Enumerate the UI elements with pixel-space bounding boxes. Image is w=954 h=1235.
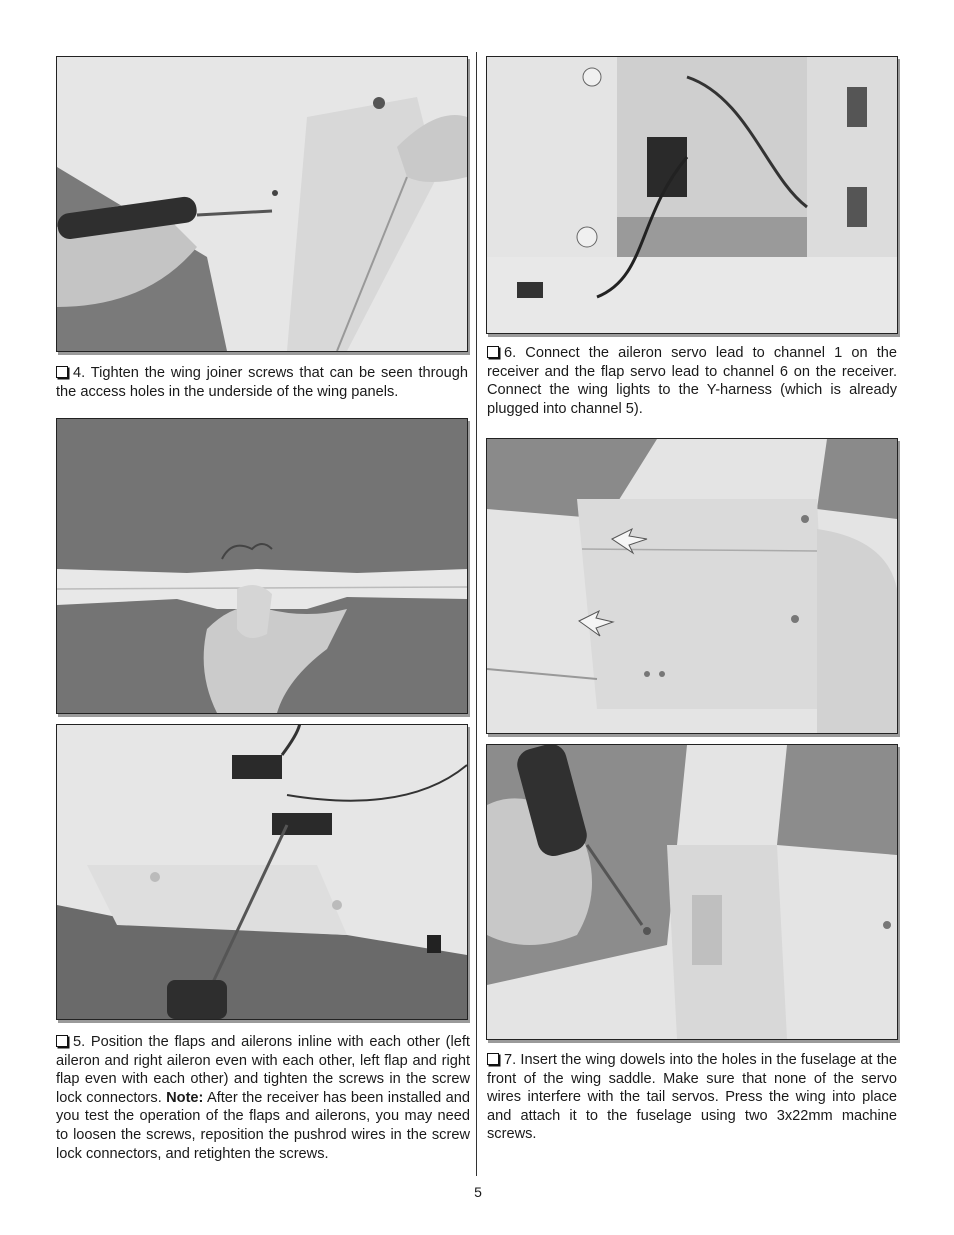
step-4-caption	[56, 364, 468, 401]
step-5-note-label: Note:	[166, 1089, 204, 1106]
checkbox-icon[interactable]	[487, 346, 499, 358]
step-7-text: 7. Insert the wing dowels into the holes in the fuselage at the front of the wing saddle. Make sure that none of the servo wires interfere with the tail servos. Press the wing into place and attach it to the fuselage using two 3x22mm machine screws.	[487, 1052, 897, 1143]
photo-attach-wing-screws	[486, 744, 898, 1040]
step-6-text: 6. Connect the aileron servo lead to channel 1 on the receiver and the flap servo lead to channel 6 on the receiver. Connect the wing lights to the Y-harness (which is already plugged into channel 5).	[487, 345, 897, 417]
step-5-caption	[56, 1033, 470, 1163]
photo-screw-lock-connectors	[56, 724, 468, 1020]
column-divider	[476, 52, 477, 1176]
checkbox-icon[interactable]	[56, 366, 68, 378]
step-4-text: 4. Tighten the wing joiner screws that can be seen through the access holes in the underside of the wing panels.	[56, 365, 468, 400]
step-6-caption	[487, 344, 897, 418]
step-5-text-a: 5. Position the flaps and ailerons inline with each other (left aileron and right aileron even with each other, left flap and right flap even with each other) and tighten the screws in the screw lock connectors.	[56, 1034, 470, 1106]
step-7-caption	[487, 1051, 897, 1144]
checkbox-icon[interactable]	[56, 1035, 68, 1047]
photo-wing-dowel-holes	[486, 438, 898, 734]
page-number: 5	[474, 1184, 482, 1200]
checkbox-icon[interactable]	[487, 1053, 499, 1065]
photo-receiver-wiring	[486, 56, 898, 334]
step-5-text-b: After the receiver has been installed and you test the operation of the flaps and ailerons, you may need to loosen the screws, reposition the pushrod wires in the screw lock connectors, and retighten the screws.	[56, 1089, 470, 1162]
photo-wing-inline	[56, 418, 468, 714]
photo-wing-joiner-screws	[56, 56, 468, 352]
